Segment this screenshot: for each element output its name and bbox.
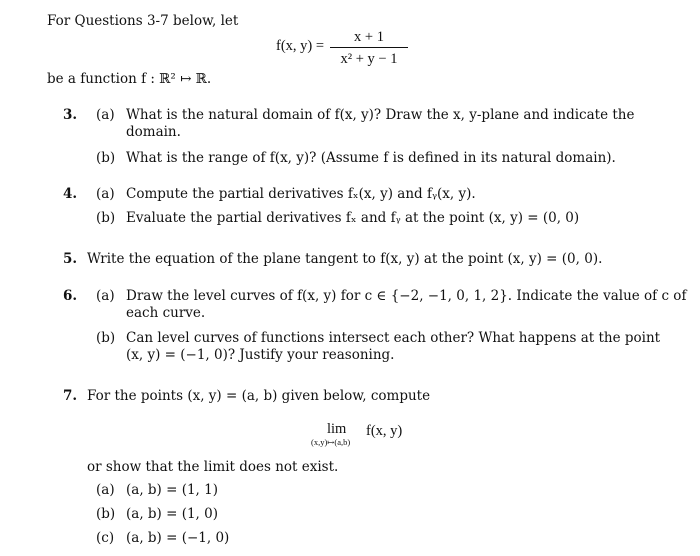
question-6a-text-line1: Draw the level curves of f(x, y) for c ∈ {−2, −1, 0, 1, 2}. Indicate the value of c of bbox=[126, 288, 687, 304]
question-4b-text: Evaluate the partial derivatives fₓ and fᵧ at the point (x, y) = (0, 0) bbox=[126, 210, 580, 226]
question-4a-label: (a) bbox=[96, 186, 115, 202]
fraction-bar bbox=[330, 47, 408, 48]
function-lhs: f(x, y) = bbox=[276, 38, 325, 54]
question-6a-text-line2: each curve. bbox=[126, 305, 206, 321]
question-6b-text-line1: Can level curves of functions intersect each other? What happens at the point bbox=[126, 330, 661, 346]
question-3b-text: What is the range of f(x, y)? (Assume f is defined in its natural domain). bbox=[126, 150, 616, 166]
question-3a-text-line2: domain. bbox=[126, 124, 181, 140]
question-7c-text: (a, b) = (−1, 0) bbox=[126, 530, 230, 546]
question-6-number: 6. bbox=[63, 288, 78, 304]
limit-function: f(x, y) bbox=[366, 423, 403, 439]
fraction-denominator: x² + y − 1 bbox=[340, 51, 398, 67]
question-4a-text: Compute the partial derivatives fₓ(x, y) and fᵧ(x, y). bbox=[126, 186, 476, 202]
question-7-text: For the points (x, y) = (a, b) given below, compute bbox=[87, 388, 431, 404]
function-definition: be a function f : ℝ² ↦ ℝ. bbox=[47, 71, 212, 87]
question-3-number: 3. bbox=[63, 107, 78, 123]
question-5-number: 5. bbox=[63, 251, 78, 267]
question-3b-label: (b) bbox=[96, 150, 116, 166]
function-fraction bbox=[330, 28, 408, 68]
question-7-or-text: or show that the limit does not exist. bbox=[87, 459, 339, 475]
question-6b-text-line2: (x, y) = (−1, 0)? Justify your reasoning. bbox=[126, 347, 395, 363]
question-7b-text: (a, b) = (1, 0) bbox=[126, 506, 218, 522]
question-7-number: 7. bbox=[63, 388, 78, 404]
question-7a-text: (a, b) = (1, 1) bbox=[126, 482, 218, 498]
question-7c-label: (c) bbox=[96, 530, 115, 546]
intro-heading: For Questions 3-7 below, let bbox=[47, 13, 239, 29]
question-7a-label: (a) bbox=[96, 482, 115, 498]
limit-subscript: (x,y)↦(a,b) bbox=[311, 437, 351, 447]
question-7b-label: (b) bbox=[96, 506, 116, 522]
question-6a-label: (a) bbox=[96, 288, 115, 304]
question-4-number: 4. bbox=[63, 186, 78, 202]
limit-operator: lim bbox=[327, 421, 347, 437]
fraction-numerator: x + 1 bbox=[354, 29, 384, 45]
question-4b-label: (b) bbox=[96, 210, 116, 226]
question-3a-label: (a) bbox=[96, 107, 115, 123]
question-6b-label: (b) bbox=[96, 330, 116, 346]
question-5-text: Write the equation of the plane tangent to f(x, y) at the point (x, y) = (0, 0). bbox=[87, 251, 603, 267]
question-3a-text-line1: What is the natural domain of f(x, y)? Draw the x, y-plane and indicate the bbox=[126, 107, 635, 123]
